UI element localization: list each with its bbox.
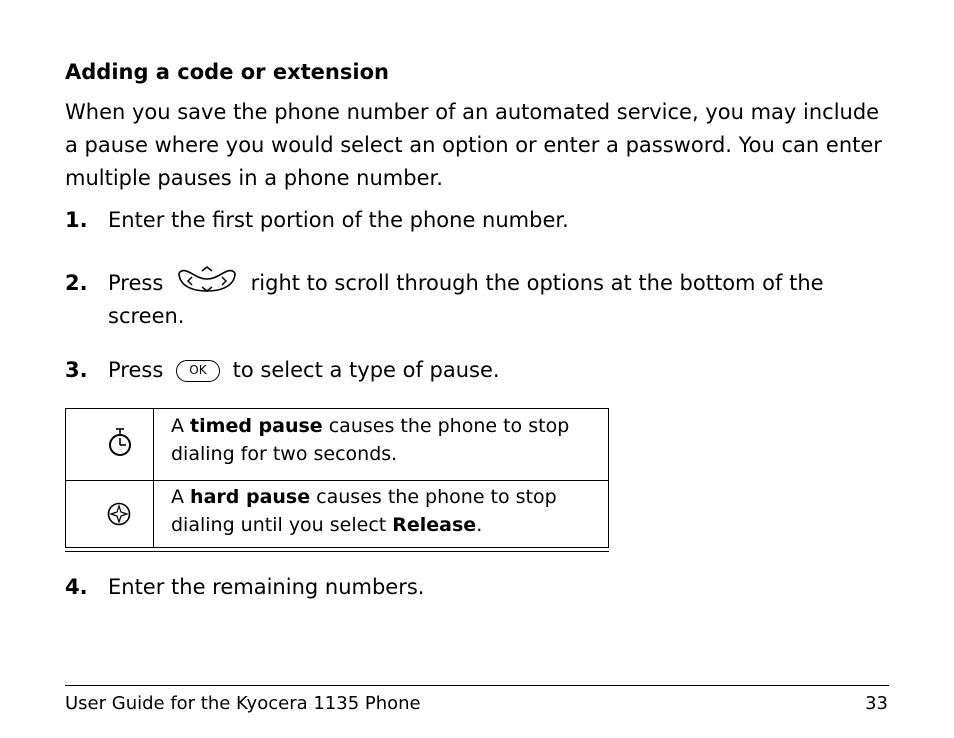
hard-pause-term: hard pause bbox=[190, 486, 311, 508]
step-text: Enter the remaining numbers. bbox=[108, 575, 425, 599]
hard-pause-icon bbox=[106, 501, 132, 527]
step-number: 4. bbox=[65, 575, 88, 599]
timed-pause-description: A timed pause causes the phone to stop dialing for two seconds. bbox=[171, 415, 570, 465]
release-term: Release bbox=[392, 514, 477, 536]
step-text: Enter the first portion of the phone number. bbox=[108, 208, 569, 232]
step-text: Press OK to select a type of pause. bbox=[108, 358, 500, 382]
footer-guide-title: User Guide for the Kyocera 1135 Phone bbox=[65, 693, 421, 714]
ok-key-label: OK bbox=[189, 363, 207, 377]
timed-pause-icon bbox=[106, 427, 136, 457]
intro-paragraph: When you save the phone number of an automated service, you may include a pause where you would select an option or enter a password. You can enter multiple pauses in a phone number. bbox=[65, 100, 882, 190]
step-number: 3. bbox=[65, 358, 88, 382]
table-bottom-rule bbox=[65, 551, 609, 552]
navigation-key-icon bbox=[174, 263, 240, 295]
timed-pause-term: timed pause bbox=[190, 415, 323, 437]
pause-types-table bbox=[65, 408, 609, 552]
page-number: 33 bbox=[865, 693, 888, 714]
ok-key-icon bbox=[176, 360, 220, 382]
hard-pause-description: A hard pause causes the phone to stop dialing until you select Release. bbox=[171, 486, 557, 536]
step-text: Press right to scroll through the options at the bottom of the screen. bbox=[108, 267, 868, 333]
footer-rule bbox=[65, 685, 889, 686]
section-heading: Adding a code or extension bbox=[65, 60, 389, 84]
step-number: 1. bbox=[65, 208, 88, 232]
table-row-divider bbox=[65, 480, 609, 481]
table-column-divider bbox=[153, 408, 154, 548]
step-number: 2. bbox=[65, 271, 88, 295]
